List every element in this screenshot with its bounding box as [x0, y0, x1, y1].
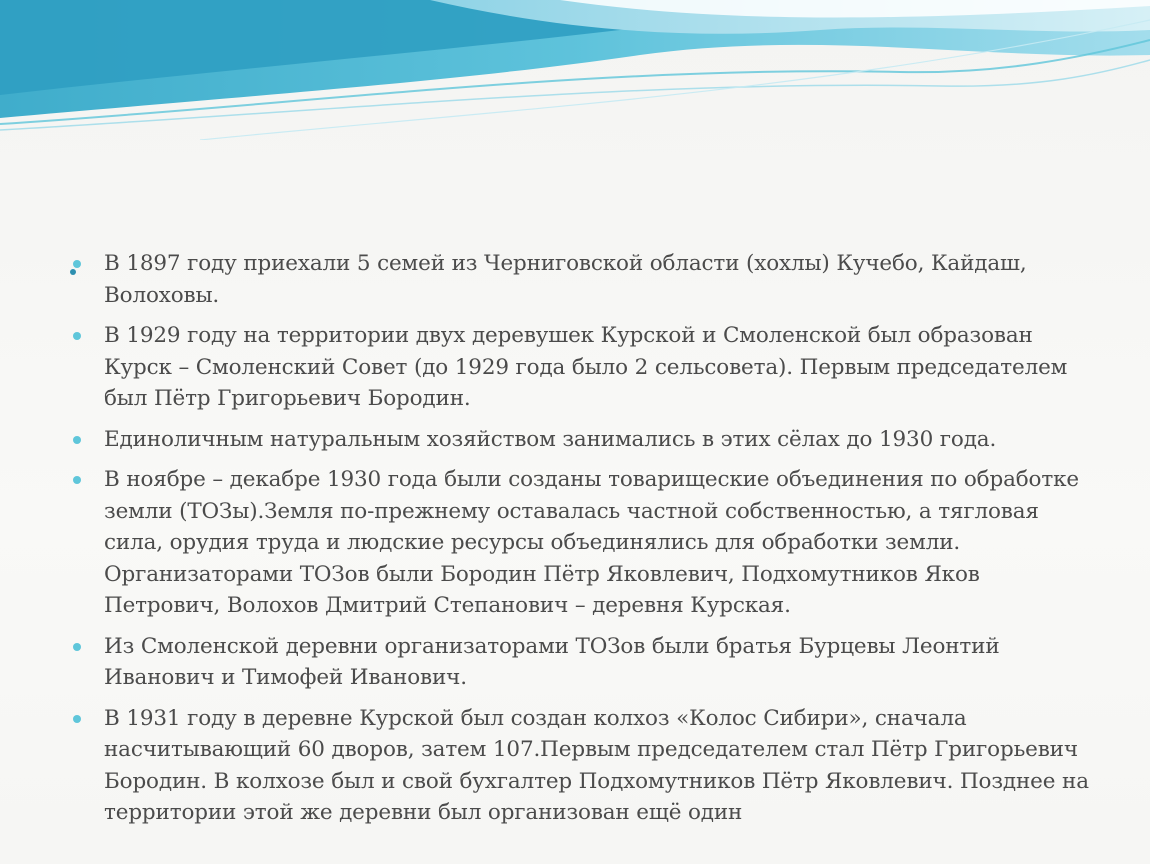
bullet-text: Из Смоленской деревни организаторами ТОЗов были братья Бурцевы Леонтий Иванович и Тимофей Иванович.	[104, 633, 1000, 690]
bullet-text: В 1897 году приехали 5 семей из Черниговской области (хохлы) Кучебо, Кайдаш, Волоховы.	[104, 251, 1027, 308]
bullet-text: Единоличным натуральным хозяйством занимались в этих сёлах до 1930 года.	[104, 426, 997, 452]
bullet-icon	[73, 476, 81, 484]
bullet-list	[70, 248, 1090, 838]
list-item	[70, 320, 1090, 415]
list-item	[70, 248, 1090, 311]
bullet-text: В ноябре – декабре 1930 года были созданы товарищеские объединения по обработке земли (ТОЗы).Земля по-прежнему оставалась частной собственностью, а тягловая сила, орудия труда и людские ресурсы объединялись для обработки земли. Организаторами ТОЗов были Бородин Пётр Яковлевич, Подхомутников Яков Петрович, Волохов Дмитрий Степанович – деревня Курская.	[104, 467, 1079, 618]
list-item	[70, 703, 1090, 829]
bullet-text: В 1929 году на территории двух деревушек Курской и Смоленской был образован Курск – Смоленский Совет (до 1929 года было 2 сельсовета). Первым председателем был Пётр Григорьевич Бородин.	[104, 323, 1068, 411]
bullet-icon	[73, 260, 81, 268]
bullet-icon	[73, 715, 81, 723]
list-item	[70, 631, 1090, 694]
wave-header-decoration	[0, 0, 1150, 140]
bullet-icon	[73, 332, 81, 340]
bullet-text: В 1931 году в деревне Курской был создан колхоз «Колос Сибири», сначала насчитывающий 60 дворов, затем 107.Первым председателем стал Пётр Григорьевич Бородин. В колхозе был и свой бухгалтер Подхомутников Пётр Яковлевич. Позднее на территории этой же деревни был организован ещё один	[104, 705, 1089, 825]
bullet-icon	[73, 436, 81, 444]
list-item	[70, 464, 1090, 622]
list-item	[70, 424, 1090, 456]
bullet-icon	[73, 643, 81, 651]
